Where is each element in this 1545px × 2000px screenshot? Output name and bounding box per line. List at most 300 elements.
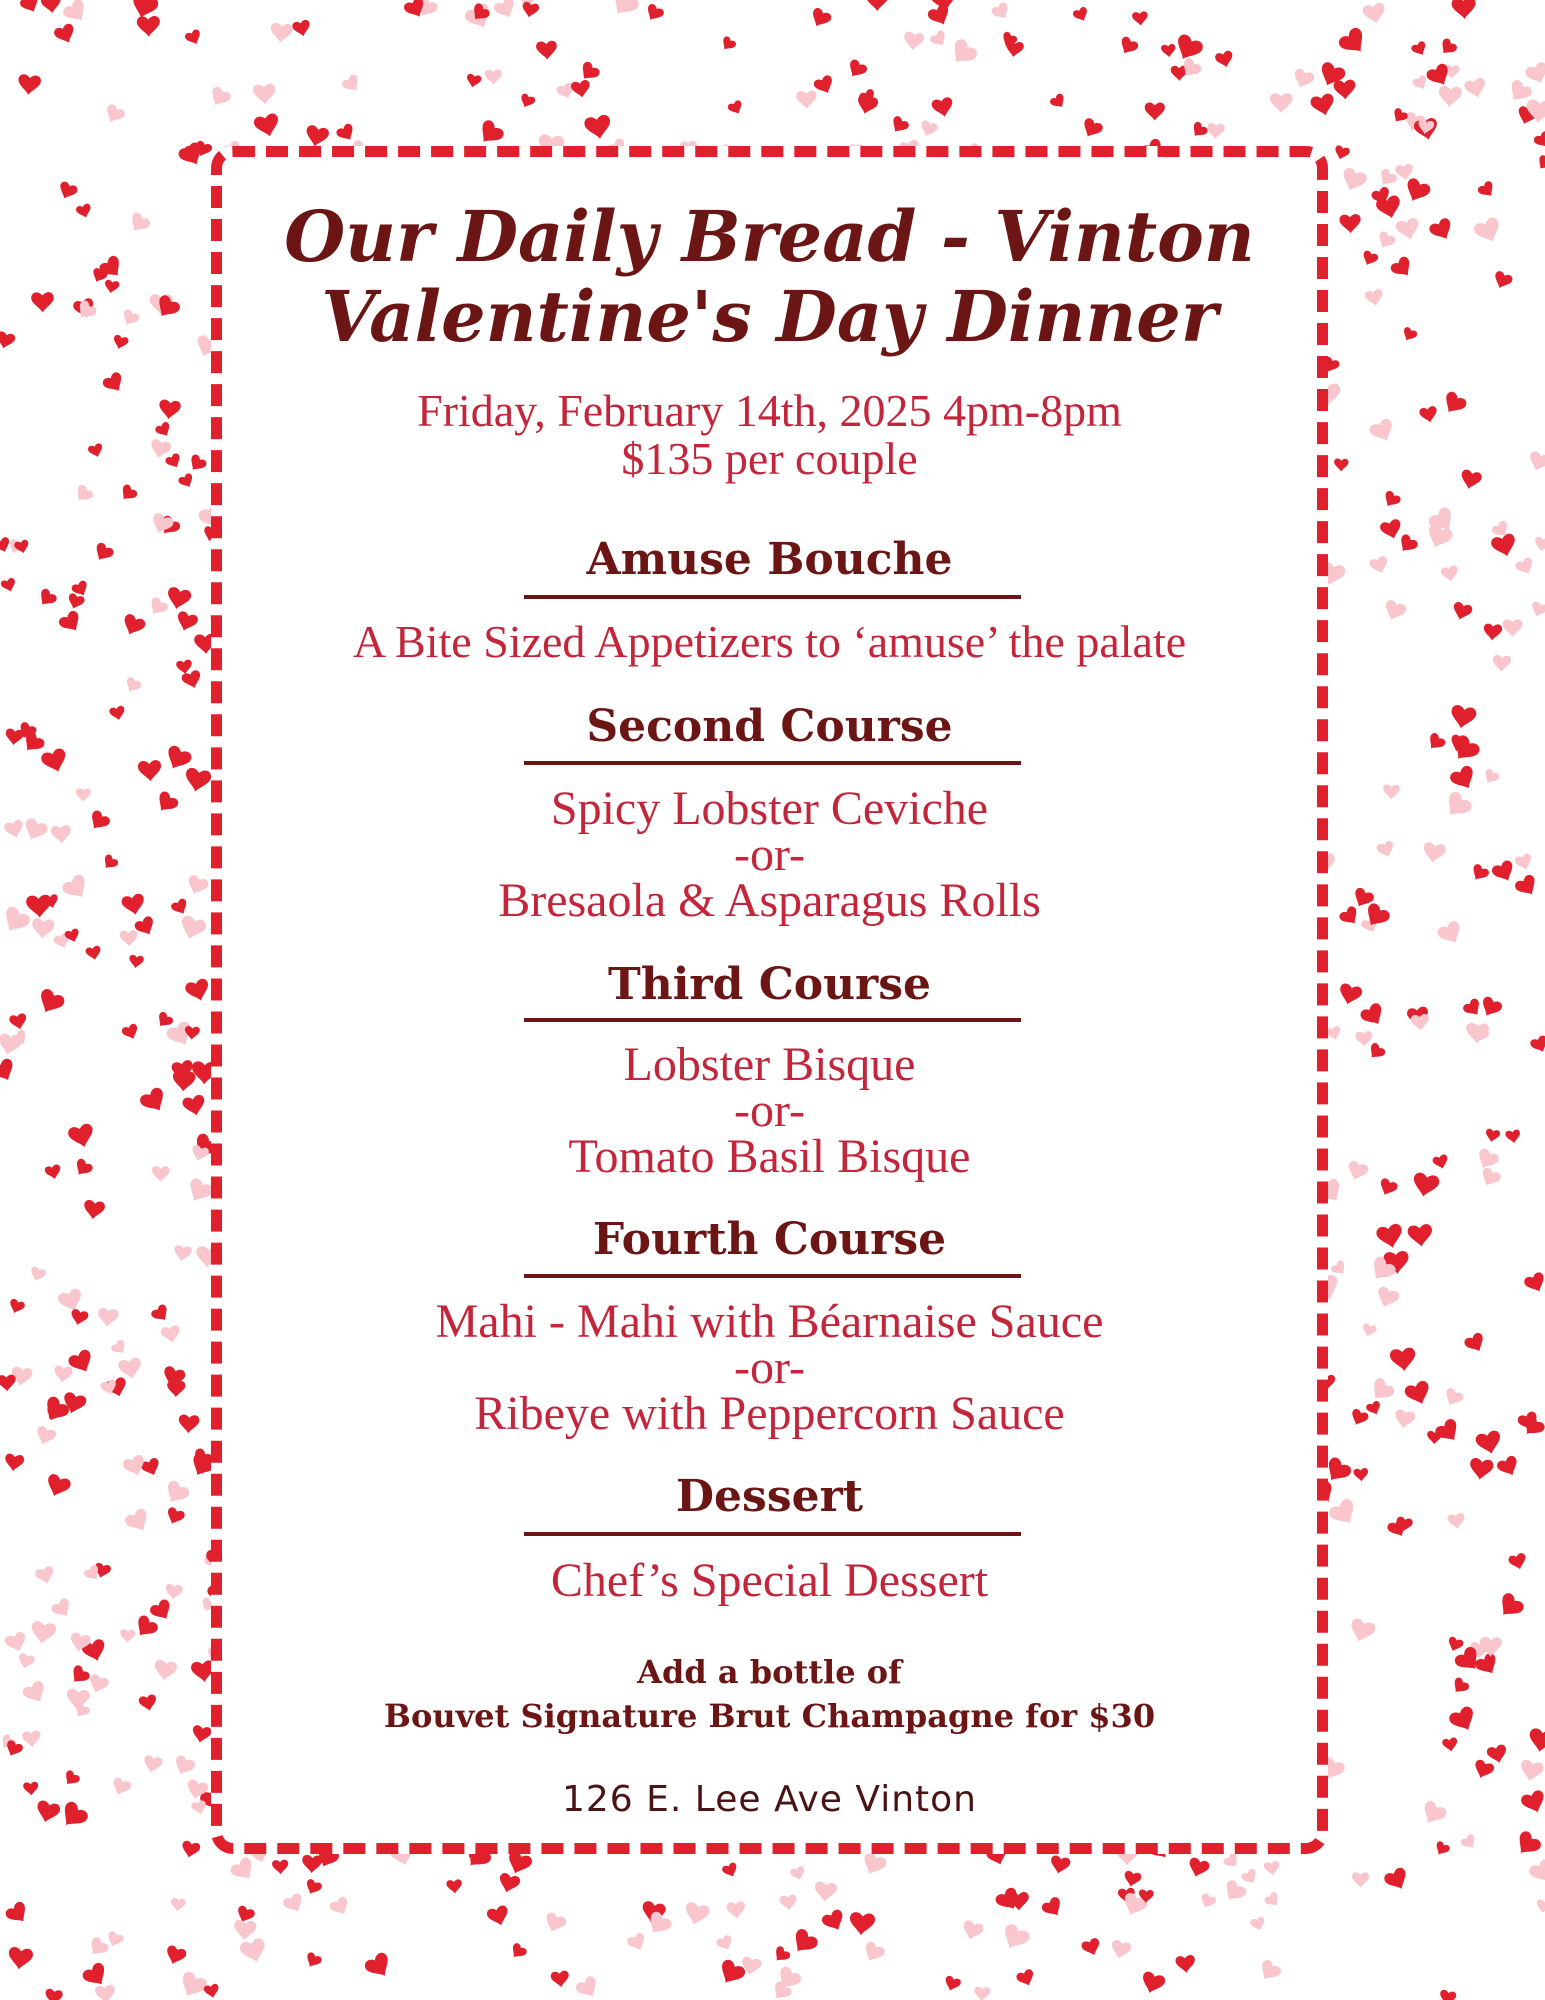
heart-icon [574, 1975, 602, 2000]
heart-icon [1472, 216, 1504, 247]
heart-icon [1534, 154, 1545, 173]
heart-icon [1441, 1387, 1465, 1410]
heart-icon [120, 1629, 136, 1643]
heart-icon [85, 1935, 110, 1960]
heart-icon [29, 1620, 57, 1645]
heart-icon [138, 760, 163, 782]
heart-icon [31, 918, 55, 940]
heart-icon [1338, 905, 1363, 929]
heart-icon [1424, 731, 1447, 753]
heart-icon [521, 1, 540, 19]
addon-note-line2: Bouvet Signature Brut Champagne for $30 [383, 1697, 1156, 1735]
heart-icon [1523, 1271, 1545, 1296]
heart-icon [72, 1157, 95, 1179]
heart-icon [177, 914, 207, 943]
heart-icon [771, 1945, 792, 1966]
heart-icon [292, 19, 312, 38]
heart-icon [23, 1782, 39, 1796]
heart-icon [239, 1937, 269, 1966]
heart-icon [1222, 1852, 1242, 1871]
heart-icon [303, 1878, 323, 1897]
heart-icon [1468, 1457, 1494, 1481]
heart-icon [1364, 288, 1385, 307]
heart-icon [1393, 1409, 1416, 1431]
heart-icon [1377, 1177, 1399, 1198]
heart-icon [1483, 623, 1503, 641]
heart-icon [1214, 50, 1235, 70]
heart-icon [4, 1453, 25, 1472]
heart-icon [1527, 1857, 1545, 1887]
heart-icon [56, 1799, 90, 1833]
heart-icon [142, 1754, 164, 1774]
heart-icon [228, 1855, 258, 1885]
heart-icon [1508, 1552, 1529, 1572]
heart-icon [860, 1940, 886, 1965]
heart-icon [0, 1374, 16, 1391]
heart-icon [50, 1597, 75, 1621]
heart-icon [1389, 1347, 1417, 1373]
heart-icon [53, 22, 78, 46]
heart-icon [1419, 405, 1439, 424]
heart-icon [341, 73, 364, 95]
heart-icon [848, 1912, 875, 1937]
heart-icon [721, 1862, 740, 1880]
heart-icon [1448, 764, 1479, 794]
heart-icon [726, 1901, 746, 1919]
heart-icon [998, 1922, 1031, 1954]
event-price: $135 per couple [621, 433, 918, 484]
course-item: Lobster Bisque [623, 1038, 916, 1091]
course-heading-second: Second Course [586, 701, 953, 752]
heart-icon [35, 587, 58, 610]
heart-icon [60, 873, 92, 904]
heart-icon [1347, 1617, 1377, 1645]
heart-icon [643, 2, 665, 24]
heart-icon [170, 897, 191, 917]
heart-icon [119, 613, 147, 639]
heart-icon [789, 1865, 807, 1882]
heart-icon [1359, 1001, 1388, 1030]
heart-icon [1352, 1872, 1369, 1887]
heart-icon [61, 0, 91, 27]
heart-icon [85, 945, 102, 961]
heart-icon [69, 1308, 89, 1327]
heart-icon [1389, 255, 1416, 282]
heading-underline [524, 1274, 1021, 1278]
addon-note-line1: Add a bottle of [637, 1653, 902, 1691]
heart-icon [855, 94, 879, 117]
heart-icon [1337, 26, 1371, 60]
heart-icon [40, 747, 70, 776]
heart-icon [3, 819, 26, 840]
heart-icon [111, 334, 129, 351]
heart-icon [173, 1245, 193, 1263]
heart-icon [0, 577, 18, 594]
heart-icon [508, 1942, 528, 1962]
heart-icon [1368, 555, 1390, 576]
heart-icon [1355, 1031, 1373, 1047]
heart-icon [153, 1659, 178, 1682]
heart-icon [1117, 35, 1140, 57]
heart-icon [1309, 92, 1337, 118]
heart-icon [34, 1565, 56, 1586]
heart-icon [66, 592, 86, 611]
heart-icon [138, 1086, 170, 1117]
heart-icon [808, 6, 833, 30]
heart-icon [123, 676, 143, 696]
heart-icon [1491, 270, 1514, 292]
heart-icon [0, 905, 32, 938]
heart-icon [1432, 1154, 1450, 1171]
heart-icon [1438, 1989, 1457, 2000]
heart-icon [1249, 1916, 1267, 1933]
heart-icon [183, 767, 212, 794]
heart-icon [583, 114, 612, 141]
heart-icon [845, 58, 869, 81]
heart-icon [576, 60, 601, 85]
heart-icon [67, 1122, 97, 1150]
heart-icon [1080, 1937, 1102, 1958]
heart-icon [931, 96, 955, 119]
heart-icon [184, 977, 212, 1004]
heart-icon [626, 1932, 649, 1954]
heart-icon [1345, 1160, 1370, 1183]
heart-icon [1421, 841, 1446, 864]
heart-icon [1337, 982, 1364, 1007]
heart-icon [170, 1898, 186, 1913]
heart-icon [86, 1673, 110, 1696]
heart-icon [44, 1988, 64, 2000]
heart-icon [682, 1901, 710, 1928]
heart-icon [165, 1584, 183, 1601]
heart-icon [282, 1892, 307, 1916]
heart-icon [1490, 859, 1518, 886]
heart-icon [888, 115, 910, 137]
heart-icon [486, 1904, 512, 1928]
heart-icon [1240, 1868, 1260, 1887]
heart-icon [335, 122, 358, 144]
heart-icon [121, 1023, 141, 1042]
heart-icon [50, 825, 71, 845]
heart-icon [1004, 40, 1024, 59]
heading-underline [524, 595, 1021, 599]
heart-icon [1220, 1878, 1248, 1906]
heart-icon [16, 1652, 36, 1670]
course-item: Mahi - Mahi with Béarnaise Sauce [435, 1295, 1104, 1348]
heart-icon [303, 1951, 323, 1970]
heart-icon [148, 1598, 175, 1624]
heart-icon [131, 1614, 160, 1642]
heart-icon [1529, 1034, 1545, 1055]
heart-icon [207, 85, 233, 110]
course-item: Tomato Basil Bisque [568, 1130, 971, 1183]
heart-icon [95, 1984, 117, 2000]
heart-icon [109, 705, 127, 722]
heart-icon [866, 0, 889, 11]
heart-icon [176, 1970, 209, 2000]
heart-icon [1186, 1856, 1211, 1879]
heart-icon [1481, 767, 1501, 786]
heart-icon [161, 1479, 191, 1508]
heart-icon [253, 83, 277, 105]
heart-icon [1449, 1676, 1470, 1697]
heart-icon [1484, 1128, 1500, 1143]
heart-icon [1339, 214, 1361, 234]
heart-icon [1520, 1789, 1545, 1817]
heart-icon [1333, 145, 1351, 162]
course-item: Chef’s Special Dessert [550, 1554, 989, 1607]
heart-icon [1535, 1899, 1545, 1914]
heart-icon [1440, 565, 1460, 583]
course-item-separator: -or- [734, 1341, 805, 1394]
heart-icon [1049, 1855, 1072, 1876]
heart-icon [1189, 120, 1209, 140]
heading-underline [524, 1532, 1021, 1536]
heart-icon [177, 472, 196, 490]
heart-icon [26, 894, 53, 918]
heart-icon [859, 1851, 888, 1878]
heart-icon [82, 1199, 105, 1220]
heart-icon [163, 1944, 187, 1967]
course-heading-third: Third Course [607, 959, 932, 1010]
heart-icon [715, 1934, 735, 1953]
heart-icon [1437, 85, 1462, 108]
heart-icon [57, 609, 85, 636]
heart-icon [31, 292, 54, 313]
heart-icon [929, 29, 950, 50]
heart-icon [1015, 1968, 1037, 1989]
heart-icon [110, 1777, 133, 1798]
heart-icon [779, 1894, 798, 1911]
heart-icon [1495, 1454, 1521, 1479]
course-heading-fourth: Fourth Course [592, 1214, 947, 1265]
heart-icon [40, 0, 62, 14]
heart-icon [1459, 469, 1483, 492]
heart-icon [1418, 1799, 1448, 1829]
heart-icon [974, 1986, 991, 2000]
heart-icon [1374, 1285, 1401, 1311]
heart-icon [788, 1927, 820, 1959]
heart-icon [1381, 599, 1407, 624]
heart-icon [960, 1919, 985, 1942]
heart-icon [1145, 102, 1165, 120]
heart-icon [1381, 489, 1402, 510]
heart-icon [1478, 1166, 1502, 1189]
heart-icon [1447, 1705, 1479, 1736]
heart-icon [1440, 789, 1474, 822]
menu-card [211, 146, 1328, 1854]
page-subtitle: Valentine's Day Dinner [321, 275, 1218, 358]
heart-icon [1476, 180, 1497, 201]
heart-icon [123, 1507, 153, 1536]
course-heading-amuse-bouche: Amuse Bouche [586, 534, 953, 585]
heart-icon [103, 279, 119, 294]
heart-icon [550, 1970, 570, 1988]
heart-icon [1460, 1833, 1479, 1852]
heart-icon [72, 483, 95, 506]
heart-icon [126, 211, 152, 236]
heart-icon [465, 73, 482, 89]
heart-icon [492, 0, 518, 22]
heart-icon [1442, 1737, 1459, 1753]
heart-icon [44, 1164, 63, 1181]
heart-icon [164, 1506, 186, 1527]
heart-icon [1468, 863, 1490, 884]
heart-icon [1327, 1497, 1361, 1530]
heart-icon [1376, 840, 1397, 860]
heart-icon [184, 874, 210, 898]
heart-icon [1198, 1892, 1217, 1910]
heart-icon [1450, 601, 1473, 623]
heart-icon [1478, 995, 1504, 1020]
heart-icon [1072, 6, 1091, 24]
heart-icon [4, 1900, 32, 1928]
heart-icon [1270, 93, 1292, 113]
heart-icon [154, 421, 173, 440]
heart-icon [1529, 601, 1545, 620]
heart-icon [34, 1799, 62, 1825]
course-item: Bresaola & Asparagus Rolls [498, 874, 1041, 927]
heading-underline [524, 1018, 1021, 1022]
heart-icon [128, 954, 144, 969]
address: 126 E. Lee Ave Vinton [562, 1779, 977, 1820]
heart-icon [101, 371, 127, 397]
heart-icon [91, 541, 115, 564]
heart-icon [97, 1307, 120, 1328]
heart-icon [233, 1919, 257, 1941]
heart-icon [1411, 1171, 1441, 1199]
heart-icon [120, 930, 139, 947]
heart-icon [1490, 532, 1519, 559]
heart-icon [1514, 853, 1535, 873]
heart-icon [33, 1425, 57, 1448]
heart-icon [918, 120, 938, 139]
heart-icon [75, 203, 93, 220]
heart-icon [184, 28, 204, 47]
heart-icon [1436, 919, 1466, 948]
course-item-separator: -or- [734, 1084, 805, 1137]
course-heading-dessert: Dessert [675, 1471, 864, 1522]
heart-icon [19, 0, 42, 16]
heart-icon [485, 69, 503, 85]
heart-icon [34, 987, 66, 1018]
heart-icon [21, 1679, 50, 1707]
heart-icon [1451, 0, 1476, 20]
heart-icon [446, 1879, 463, 1894]
heart-icon [138, 1694, 158, 1713]
heart-icon [21, 817, 49, 844]
heart-icon [1375, 230, 1397, 252]
heart-icon [1463, 1331, 1488, 1356]
heart-icon [1427, 1431, 1442, 1445]
heart-icon [1402, 177, 1433, 206]
heart-icon [174, 610, 199, 634]
heart-icon [67, 1664, 91, 1688]
heart-icon [1526, 450, 1545, 474]
heart-icon [7, 1946, 34, 1971]
heart-icon [1334, 458, 1349, 471]
heart-icon [102, 103, 126, 127]
heart-icon [1505, 1129, 1521, 1144]
heart-icon [1375, 1223, 1405, 1251]
heart-icon [328, 1895, 352, 1918]
heart-icon [253, 112, 282, 139]
heart-icon [176, 659, 193, 675]
heart-icon [1513, 873, 1541, 900]
heart-icon [110, 1338, 129, 1357]
heart-icon [1462, 997, 1485, 1020]
heart-icon [1362, 2, 1388, 26]
heart-icon [1376, 167, 1399, 189]
heart-icon [1463, 77, 1488, 100]
heart-icon [536, 40, 558, 60]
heart-icon [542, 1911, 568, 1935]
heart-icon [1348, 1408, 1369, 1429]
heart-icon [1360, 1323, 1377, 1339]
heart-icon [153, 790, 181, 817]
heart-icon [56, 180, 79, 202]
heart-icon [1263, 1861, 1280, 1877]
heart-icon [1532, 130, 1545, 152]
heart-icon [146, 596, 170, 619]
heart-icon [158, 399, 182, 421]
heart-icon [43, 1473, 72, 1501]
heart-icon [1395, 163, 1415, 181]
heart-icon [150, 1303, 172, 1325]
heart-icon [0, 330, 16, 350]
heart-icon [1383, 784, 1400, 799]
heart-icon [1400, 326, 1418, 344]
heart-icon [1407, 1224, 1434, 1248]
heart-icon [17, 74, 42, 96]
heart-icon [1395, 533, 1419, 557]
heart-icon [1395, 217, 1422, 242]
heart-icon [152, 1166, 170, 1182]
heart-icon [1494, 1591, 1526, 1623]
heart-icon [87, 443, 105, 460]
heart-icon [181, 1094, 207, 1118]
heart-icon [61, 1769, 81, 1789]
heart-icon [1366, 1042, 1387, 1063]
heart-icon [943, 1975, 962, 1993]
heart-icon [1403, 1379, 1433, 1408]
heart-icon [76, 788, 91, 802]
heart-icon [7, 1298, 26, 1316]
heart-icon [1518, 1759, 1545, 1784]
heart-icon [171, 1754, 196, 1778]
heart-icon [813, 1881, 837, 1903]
heart-icon [28, 1266, 47, 1284]
heart-icon [719, 35, 738, 53]
heart-icon [518, 93, 536, 111]
heart-icon [1428, 216, 1457, 244]
heart-icon [1433, 1840, 1451, 1858]
heart-icon [1206, 123, 1225, 140]
heart-icon [1291, 67, 1316, 91]
heart-icon [160, 1324, 182, 1344]
heart-icon [191, 1724, 213, 1744]
heart-icon [148, 512, 175, 538]
heart-icon [100, 853, 120, 872]
heart-icon [0, 536, 12, 555]
heart-icon [946, 37, 980, 70]
heart-icon [1446, 1636, 1465, 1654]
heart-icon [121, 893, 147, 917]
heart-icon [1475, 1429, 1504, 1456]
heart-icon [270, 22, 293, 43]
heart-icon [903, 31, 925, 52]
heart-icon [1049, 92, 1068, 111]
